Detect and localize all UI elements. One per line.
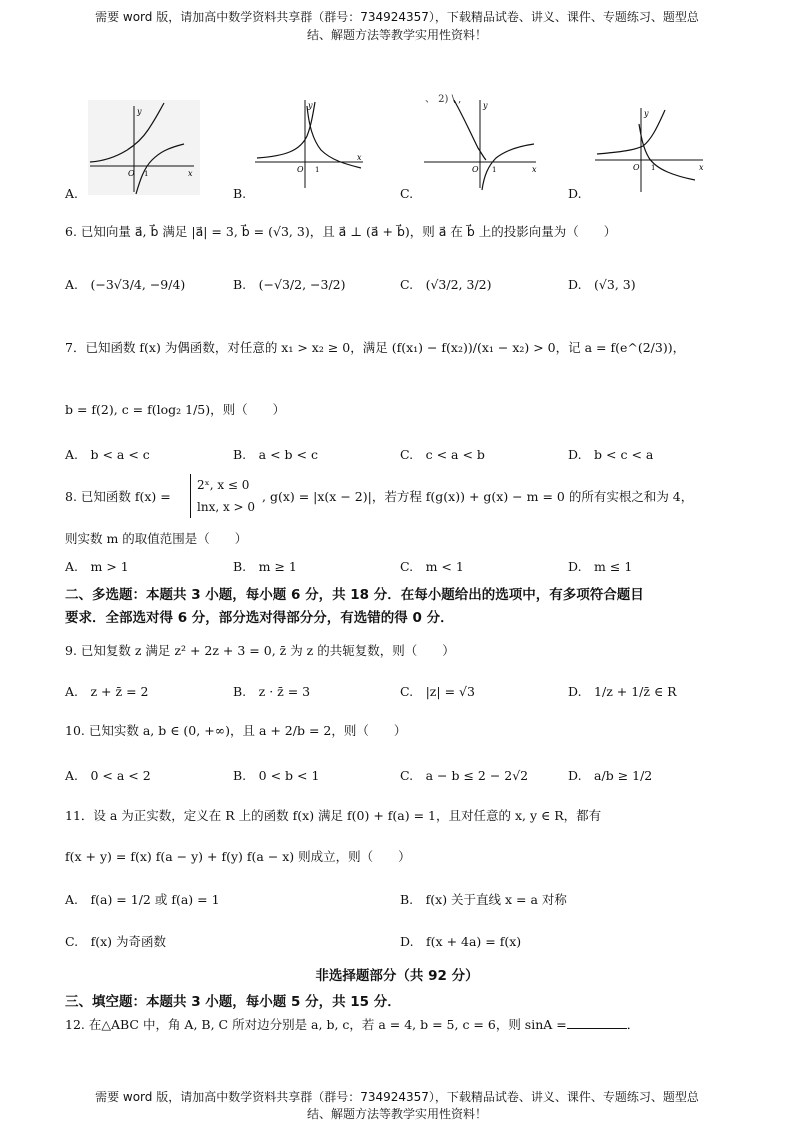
q8-stem-rest: , g(x) = |x(x − 2)|，若方程 f(g(x)) + g(x) − m = 0 的所有实根之和为 4， [262, 489, 694, 504]
q5-graph-a [88, 100, 200, 195]
q10-option-a: A. 0 < a < 2 [65, 768, 151, 783]
q12-stem-row [65, 1015, 639, 1035]
q9-option-d: D. 1/z + 1/z̄ ∈ R [568, 684, 677, 699]
svg-text:x: x [188, 169, 193, 178]
q11-option-a: A. f(a) = 1/2 或 f(a) = 1 [65, 892, 220, 907]
svg-text:y: y [483, 101, 488, 110]
q6-stem: 6. 已知向量 a⃗, b⃗ 满足 |a⃗| = 3, b⃗ = (√3, 3)，且 a⃗ ⊥ (a⃗ + b⃗)，则 a⃗ 在 b⃗ 上的投影向量为（ ） [65, 224, 617, 239]
q5-a-y-label: y [137, 107, 142, 116]
svg-text:O: O [633, 163, 640, 172]
q9-option-c: C. |z| = √3 [400, 684, 475, 699]
section2-heading-line2: 要求．全部选对得 6 分，部分选对得部分分，有选错的得 0 分． [65, 610, 454, 626]
q11-stem-line2: f(x + y) = f(x) f(a − y) + f(y) f(a − x) 则成立，则（ ） [65, 849, 411, 864]
q8-piecewise [190, 474, 255, 518]
q10-option-d: D. a/b ≥ 1/2 [568, 768, 653, 783]
q6-option-d: D. (√3, 3) [568, 277, 636, 292]
q11-option-c: C. f(x) 为奇函数 [65, 934, 166, 949]
svg-text:x: x [357, 153, 362, 162]
q6-option-a: A. (−3√3/4, −9/4) [65, 277, 186, 292]
svg-text:1: 1 [144, 170, 149, 178]
section2-heading-line1: 二、多选题：本题共 3 小题，每小题 6 分，共 18 分．在每小题给出的选项中，有多项符合题目 [65, 587, 644, 603]
svg-text:O: O [128, 169, 135, 178]
q6-option-c: C. (√3/2, 3/2) [400, 277, 492, 292]
q8-piece-2: lnx, x > 0 [197, 500, 256, 514]
svg-text:x: x [699, 163, 704, 172]
q5-option-a: A. [65, 186, 79, 201]
q7-stem-line2: b = f(2), c = f(log₂ 1/5)，则（ ） [65, 402, 286, 417]
svg-text:O: O [472, 165, 479, 174]
q8-piece-1: 2ˣ, x ≤ 0 [197, 478, 250, 492]
q12-end: ． [626, 1017, 640, 1032]
q9-stem: 9. 已知复数 z 满足 z² + 2z + 3 = 0, z̄ 为 z 的共轭复数，则（ ） [65, 643, 455, 658]
q7-stem-line1: 7．已知函数 f(x) 为偶函数，对任意的 x₁ > x₂ ≥ 0，满足 (f(x₁) − f(x₂))/(x₁ − x₂) > 0，记 a = f(e^(2/3))， [65, 340, 686, 355]
q11-option-d: D. f(x + 4a) = f(x) [400, 934, 522, 949]
q8-stem-lead: 8. 已知函数 f(x) = [65, 489, 171, 504]
q12-stem: 12. 在△ABC 中，角 A, B, C 所对边分别是 a, b, c，若 a = 4, b = 5, c = 6，则 sinA = [65, 1017, 567, 1032]
q7-option-b: B. a < b < c [233, 447, 318, 462]
q5-top-fragment: 、 2) \ , [425, 94, 462, 105]
footer-line-2: 结、解题方法等教学实用性资料！ [306, 1107, 487, 1121]
q5-graph-b [255, 96, 367, 191]
section3-heading: 三、填空题：本题共 3 小题，每小题 5 分，共 15 分． [65, 994, 401, 1010]
q7-option-d: D. b < c < a [568, 447, 654, 462]
q10-stem: 10. 已知实数 a, b ∈ (0, +∞)，且 a + 2/b = 2，则（ ） [65, 723, 407, 738]
q5-graph-d [595, 100, 707, 195]
q5-option-b: B. [233, 186, 247, 201]
header-line-1: 需要 word 版，请加高中数学资料共享群（群号：734924357），下载精品试卷、讲义、课件、专题练习、题型总 [95, 10, 699, 24]
q11-option-b: B. f(x) 关于直线 x = a 对称 [400, 892, 567, 907]
header-line-2: 结、解题方法等教学实用性资料！ [306, 28, 487, 42]
q8-stem-line2: 则实数 m 的取值范围是（ ） [65, 531, 248, 546]
part2-title: 非选择题部分（共 92 分） [315, 968, 479, 984]
svg-text:y: y [644, 109, 649, 118]
q10-option-b: B. 0 < b < 1 [233, 768, 320, 783]
q5-option-d: D. [568, 186, 582, 201]
q12-answer-blank [567, 1028, 627, 1029]
q7-option-c: C. c < a < b [400, 447, 485, 462]
q8-option-a: A. m > 1 [65, 559, 129, 574]
q11-stem-line1: 11．设 a 为正实数，定义在 R 上的函数 f(x) 满足 f(0) + f(a) = 1，且对任意的 x, y ∈ R，都有 [65, 808, 602, 823]
q9-option-b: B. z · z̄ = 3 [233, 684, 311, 699]
q5-graph-c [424, 96, 542, 191]
q5-option-c: C. [400, 186, 414, 201]
svg-text:y: y [308, 101, 313, 110]
q7-option-a: A. b < a < c [65, 447, 150, 462]
q10-option-c: C. a − b ≤ 2 − 2√2 [400, 768, 529, 783]
svg-text:O: O [297, 165, 304, 174]
svg-text:1: 1 [651, 164, 656, 172]
q8-option-d: D. m ≤ 1 [568, 559, 633, 574]
svg-text:1: 1 [492, 166, 497, 174]
svg-text:1: 1 [315, 166, 320, 174]
svg-text:x: x [532, 165, 537, 174]
q8-option-c: C. m < 1 [400, 559, 464, 574]
footer-line-1: 需要 word 版，请加高中数学资料共享群（群号：734924357），下载精品试卷、讲义、课件、专题练习、题型总 [95, 1090, 699, 1104]
q8-option-b: B. m ≥ 1 [233, 559, 297, 574]
q9-option-a: A. z + z̄ = 2 [65, 684, 149, 699]
q6-option-b: B. (−√3/2, −3/2) [233, 277, 346, 292]
